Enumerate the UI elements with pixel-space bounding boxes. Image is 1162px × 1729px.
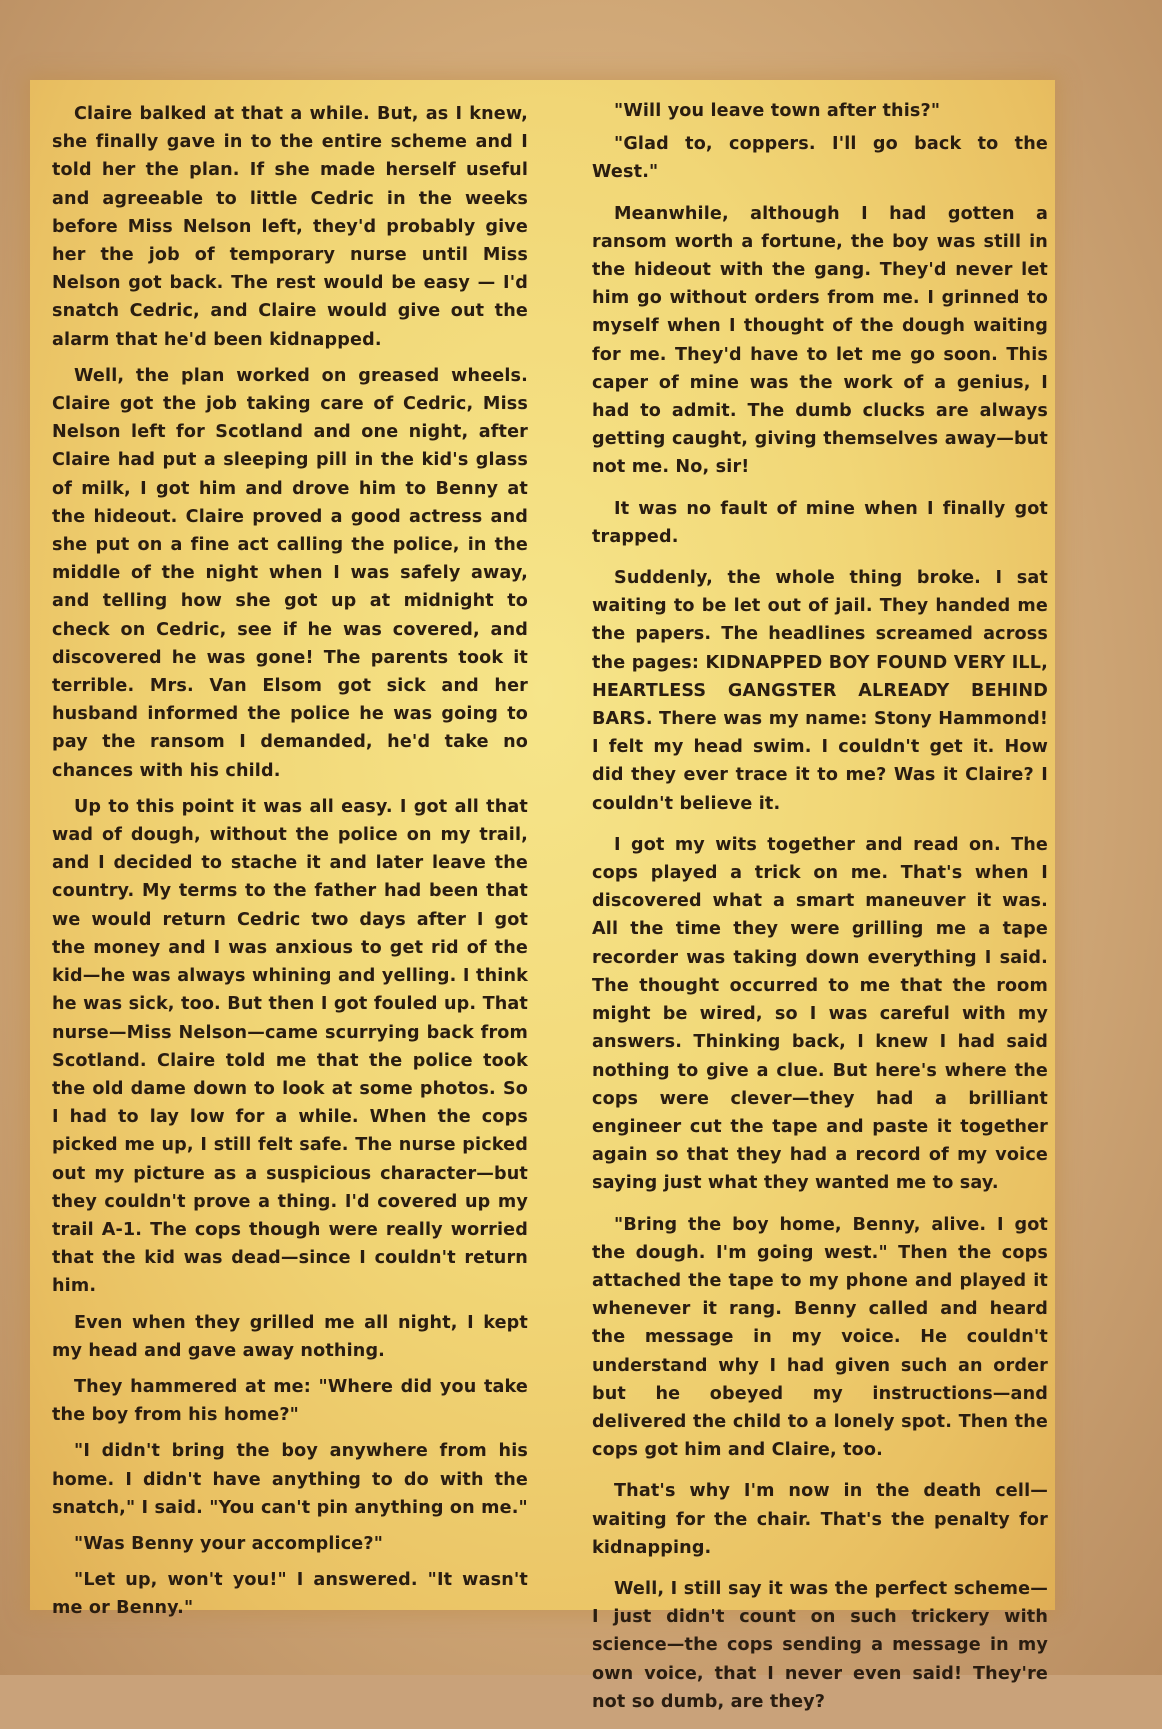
paragraph: Well, I still say it was the perfect scheme—I just didn't count on such trickery with science—the cops sending a message in my own voice, that I never even said! They're not so dumb, are they?	[592, 1578, 1048, 1712]
paragraph: It was no fault of mine when I finally got trapped.	[592, 498, 1048, 547]
paragraph: "Let up, won't you!" I answered. "It wasn't me or Benny."	[52, 1570, 528, 1619]
paragraph: "Bring the boy home, Benny, alive. I got the dough. I'm going west." Then the cops attached the tape to my phone and played it whenever it rang. Benny called and heard the message in my voice. He couldn't understand why I had given such an order but he obeyed my instructions—and delivered the child to a lonely spot. Then the cops got him and Claire, too.	[592, 1214, 1048, 1461]
left-text-column	[52, 100, 528, 1631]
paragraph: Suddenly, the whole thing broke. I sat waiting to be let out of jail. They handed me the papers. The headlines screamed across the pages: KIDNAPPED BOY FOUND VERY ILL, HEARTLESS GANGSTER ALREADY BEHIND BARS. There was my name: Stony Hammond! I felt my head swim. I couldn't get it. How did they ever trace it to me? Was it Claire? I couldn't believe it.	[592, 568, 1048, 814]
paragraph: That's why I'm now in the death cell—waiting for the chair. That's the penalty for kidnapping.	[592, 1481, 1048, 1558]
paragraph: "Was Benny your accomplice?"	[74, 1533, 384, 1554]
right-text-column	[592, 97, 1048, 1729]
paragraph: Claire balked at that a while. But, as I knew, she finally gave in to the entire scheme and I told her the plan. If she made herself useful and agreeable to little Cedric in the weeks before Miss Nelson left, they'd probably give her the job of temporary nurse until Miss Nelson got back. The rest would be easy — I'd snatch Cedric, and Claire would give out the alarm that he'd been kidnapped.	[52, 104, 528, 350]
paragraph: I got my wits together and read on. The cops played a trick on me. That's when I discovered what a smart maneuver it was. All the time they were grilling me a tape recorder was taking down everything I said. The thought occurred to me that the room might be wired, so I was careful with my answers. Thinking back, I knew I had said nothing to give a clue. But here's where the cops were clever—they had a brilliant engineer cut the tape and paste it together again so that they had a record of my voice saying just what they wanted me to say.	[592, 834, 1048, 1194]
paragraph: Up to this point it was all easy. I got all that wad of dough, without the police on my trail, and I decided to stache it and later leave the country. My terms to the father had been that we would return Cedric two days after I got the money and I was anxious to get rid of the kid—he was always whining and yelling. I think he was sick, too. But then I got fouled up. That nurse—Miss Nelson—came scurrying back from Scotland. Claire told me that the police took the old dame down to look at some photos. So I had to lay low for a while. When the cops picked me up, I still felt safe. The nurse picked out my picture as a suspicious character—but they couldn't prove a thing. I'd covered up my trail A-1. The cops though were really worried that the kid was dead—since I couldn't return him.	[52, 796, 528, 1297]
paragraph: "I didn't bring the boy anywhere from his home. I didn't have anything to do with the snatch," I said. "You can't pin anything on me."	[52, 1441, 528, 1518]
paragraph: "Glad to, coppers. I'll go back to the West."	[592, 134, 1048, 183]
paragraph: Even when they grilled me all night, I kept my head and gave away nothing.	[52, 1312, 528, 1361]
paragraph: Meanwhile, although I had gotten a ransom worth a fortune, the boy was still in the hideout with the gang. They'd never let him go without orders from me. I grinned to myself when I thought of the dough waiting for me. They'd have to let me go soon. This caper of mine was the work of a genius, I had to admit. The dumb clucks are always getting caught, giving themselves away—but not me. No, sir!	[592, 203, 1048, 478]
paragraph: Well, the plan worked on greased wheels. Claire got the job taking care of Cedric, Miss Nelson left for Scotland and one night, after Claire had put a sleeping pill in the kid's glass of milk, I got him and drove him to Benny at the hideout. Claire proved a good actress and she put on a fine act calling the police, in the middle of the night when I was safely away, and telling how she got up at midnight to check on Cedric, see if he was covered, and discovered he was gone! The parents took it terrible. Mrs. Van Elsom got sick and her husband informed the police he was going to pay the ransom I demanded, he'd take no chances with his child.	[52, 365, 528, 781]
paragraph: "Will you leave town after this?"	[614, 101, 941, 121]
paragraph: They hammered at me: "Where did you take the boy from his home?"	[52, 1376, 528, 1426]
